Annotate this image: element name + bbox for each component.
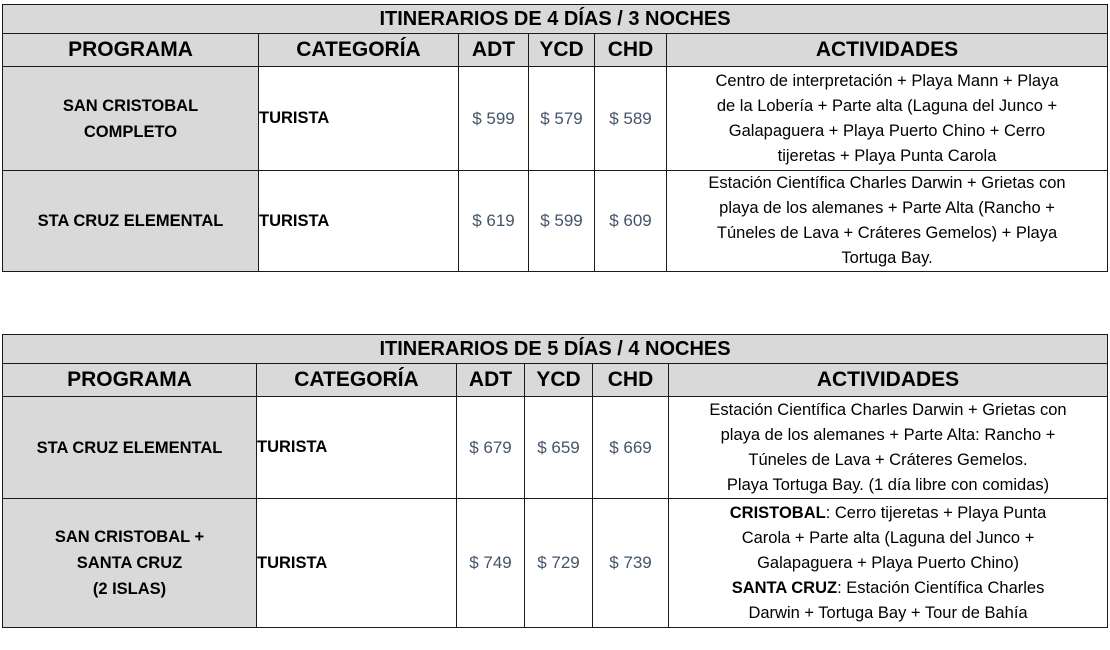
- table-title: ITINERARIOS DE 5 DÍAS / 4 NOCHES: [3, 335, 1108, 364]
- island-label-santa-cruz: SANTA CRUZ: [731, 578, 838, 597]
- price-chd: $ 609: [595, 171, 667, 272]
- table-row: [3, 67, 1108, 171]
- header-adt: ADT: [457, 364, 525, 397]
- header-categoria: CATEGORÍA: [259, 34, 459, 67]
- price-adt: $ 599: [459, 67, 529, 171]
- table-row: [3, 499, 1108, 628]
- island-label-cristobal: CRISTOBAL: [729, 503, 826, 522]
- activities-cell: Estación Científica Charles Darwin + Grietas con playa de los alemanes + Parte Alta: Rancho + Túneles de Lava + Cráteres Gemelos. Playa Tortuga Bay. (1 día libre con comidas): [669, 397, 1108, 499]
- price-ycd: $ 599: [529, 171, 595, 272]
- header-chd: CHD: [595, 34, 667, 67]
- category-cell: TURISTA: [257, 397, 457, 499]
- activities-cell: CRISTOBAL: Cerro tijeretas + Playa Punta Carola + Parte alta (Laguna del Junco + Galapaguera + Playa Puerto Chino) SANTA CRUZ: Estación Científica Charles Darwin + Tortuga Bay + Tour de Bahía: [669, 499, 1108, 628]
- table-row: [3, 171, 1108, 272]
- program-name: SAN CRISTOBAL + SANTA CRUZ (2 ISLAS): [3, 499, 257, 628]
- header-programa: PROGRAMA: [3, 364, 257, 397]
- header-programa: PROGRAMA: [3, 34, 259, 67]
- header-ycd: YCD: [525, 364, 593, 397]
- program-name: STA CRUZ ELEMENTAL: [3, 397, 257, 499]
- header-categoria: CATEGORÍA: [257, 364, 457, 397]
- program-name: SAN CRISTOBAL COMPLETO: [3, 67, 259, 171]
- header-actividades: ACTIVIDADES: [669, 364, 1108, 397]
- program-name: STA CRUZ ELEMENTAL: [3, 171, 259, 272]
- activities-cell: Centro de interpretación + Playa Mann + Playa de la Lobería + Parte alta (Laguna del Junco + Galapaguera + Playa Puerto Chino + Cerro tijeretas + Playa Punta Carola: [667, 67, 1108, 171]
- category-cell: TURISTA: [257, 499, 457, 628]
- itinerary-table-5-days: [2, 334, 1108, 628]
- table-row: [3, 397, 1108, 499]
- price-adt: $ 749: [457, 499, 525, 628]
- price-ycd: $ 729: [525, 499, 593, 628]
- price-chd: $ 739: [593, 499, 669, 628]
- header-actividades: ACTIVIDADES: [667, 34, 1108, 67]
- price-adt: $ 619: [459, 171, 529, 272]
- price-ycd: $ 579: [529, 67, 595, 171]
- activities-cell: Estación Científica Charles Darwin + Grietas con playa de los alemanes + Parte Alta (Rancho + Túneles de Lava + Cráteres Gemelos) + Playa Tortuga Bay.: [667, 171, 1108, 272]
- category-cell: TURISTA: [259, 67, 459, 171]
- header-adt: ADT: [459, 34, 529, 67]
- category-cell: TURISTA: [259, 171, 459, 272]
- price-adt: $ 679: [457, 397, 525, 499]
- price-chd: $ 669: [593, 397, 669, 499]
- header-chd: CHD: [593, 364, 669, 397]
- header-ycd: YCD: [529, 34, 595, 67]
- price-chd: $ 589: [595, 67, 667, 171]
- price-ycd: $ 659: [525, 397, 593, 499]
- table-title: ITINERARIOS DE 4 DÍAS / 3 NOCHES: [3, 5, 1108, 34]
- itinerary-table-4-days: [2, 4, 1108, 272]
